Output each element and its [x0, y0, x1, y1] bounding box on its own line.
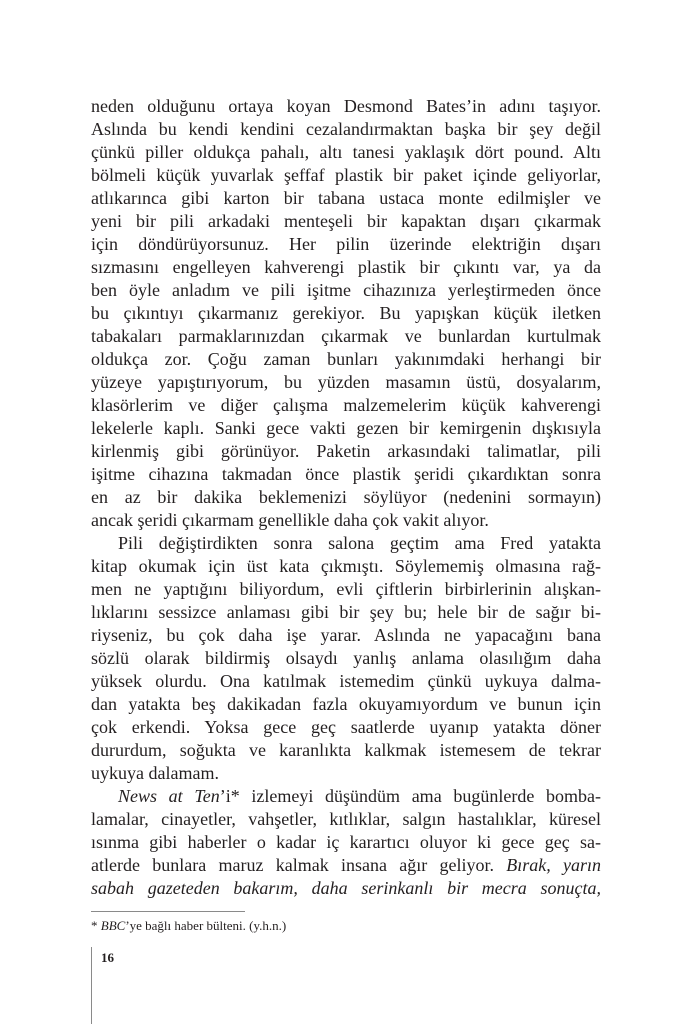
text-line [91, 624, 601, 647]
text-segment: yeni bir pili arkadaki menteşeli bir kapaktan dışarı çıkarmak [91, 211, 601, 231]
text-line [91, 647, 601, 670]
text-line [91, 785, 601, 808]
text-line [91, 601, 601, 624]
text-segment: lekelerle kaplı. Sanki gece vakti gezen bir kemirgenin dışkısıyla [91, 418, 601, 438]
text-line [91, 877, 601, 900]
text-segment: ’i* izlemeyi düşündüm ama bugünlerde bomba- [219, 786, 601, 806]
footnote [91, 918, 601, 934]
text-line [91, 302, 601, 325]
text-segment: uykuya dalamam. [91, 763, 219, 783]
text-line [91, 716, 601, 739]
text-line [91, 693, 601, 716]
text-line [91, 854, 601, 877]
text-segment: bölmeli küçük yuvarlak şeffaf plastik bir paket içinde geliyorlar, [91, 165, 601, 185]
text-line [91, 808, 601, 831]
margin-rule [91, 947, 92, 1024]
text-segment: Aslında bu kendi kendini cezalandırmaktan başka bir şey değil [91, 119, 601, 139]
text-line [91, 233, 601, 256]
italic-text-segment: Bırak, yarın [506, 855, 601, 875]
italic-text-segment: BBC [100, 918, 126, 933]
text-segment: kitap okumak için üst kata çıkmıştı. Söylememiş olmasına rağ- [91, 556, 601, 576]
text-line [91, 279, 601, 302]
text-segment: yüzeye yapıştırıyorum, bu yüzden masamın üstü, dosyalarım, [91, 372, 601, 392]
body-text [91, 95, 601, 900]
text-segment: atlıkarınca gibi karton bir tabana ustaca monte edilmişler ve [91, 188, 601, 208]
text-segment: ben öyle anladım ve pili işitme cihazınıza yerleştirmeden önce [91, 280, 601, 300]
text-line [91, 256, 601, 279]
italic-text-segment: News at Ten [118, 786, 220, 806]
text-segment: çünkü piller oldukça pahalı, altı tanesi yaklaşık dört pound. Altı [91, 142, 601, 162]
text-segment: kirlenmiş gibi görünüyor. Paketin arkasındaki talimatlar, pili [91, 441, 601, 461]
text-line [91, 440, 601, 463]
text-segment: ancak şeridi çıkarmam genellikle daha çok vakit alıyor. [91, 510, 489, 530]
text-segment: lamalar, cinayetler, vahşetler, kıtlıklar, salgın hastalıklar, küresel [91, 809, 601, 829]
text-line [91, 555, 601, 578]
text-segment: en az bir dakika beklemenizi söylüyor (nedenini sormayın) [91, 487, 601, 507]
text-line [91, 141, 601, 164]
text-segment: dan yatakta beş dakikadan fazla okuyamıyordum ve bunun için [91, 694, 601, 714]
paragraph [91, 532, 601, 785]
text-segment: lıklarını sessizce anlaması gibi bir şey bu; hele bir de sağır bi- [91, 602, 601, 622]
text-line [91, 325, 601, 348]
footnote-text [101, 918, 286, 933]
text-segment: klasörlerim ve diğer çalışma malzemelerim küçük kahverengi [91, 395, 601, 415]
text-line [91, 371, 601, 394]
text-line [91, 164, 601, 187]
text-segment: çok erkendi. Yoksa gece geç saatlerde uyanıp yatakta döner [91, 717, 601, 737]
text-segment: Pili değiştirdikten sonra salona geçtim ama Fred yatakta [118, 533, 601, 553]
paragraph [91, 95, 601, 532]
text-segment: sözlü olarak bildirmiş olsaydı yanlış anlama olasılığım daha [91, 648, 601, 668]
text-line [91, 831, 601, 854]
text-line [91, 463, 601, 486]
footnote-rule [91, 911, 245, 912]
text-line [91, 95, 601, 118]
text-segment: ’ye bağlı haber bülteni. (y.h.n.) [125, 918, 287, 933]
text-line [91, 762, 601, 785]
page-number: 16 [101, 950, 114, 965]
text-line [91, 348, 601, 371]
text-line [91, 394, 601, 417]
text-line [91, 210, 601, 233]
text-segment: men ne yaptığını biliyordum, evli çiftlerin birbirlerinin alışkan- [91, 579, 601, 599]
text-segment: ısınma gibi haberler o kadar iç karartıcı oluyor ki gece geç sa- [91, 832, 601, 852]
text-segment: sızmasını engelleyen kahverengi plastik bir çıkıntı var, ya da [91, 257, 601, 277]
text-segment: yüksek olurdu. Ona katılmak istemedim çünkü uykuya dalma- [91, 671, 601, 691]
text-line [91, 187, 601, 210]
text-segment: tabakaları parmaklarınızdan çıkarmak ve bunlardan kurtulmak [91, 326, 601, 346]
text-line [91, 118, 601, 141]
text-segment: işitme cihazına takmadan önce plastik şeridi çıkardıktan sonra [91, 464, 601, 484]
text-line [91, 532, 601, 555]
text-segment: oldukça zor. Çoğu zaman bunları yakınımdaki herhangi bir [91, 349, 601, 369]
text-line [91, 486, 601, 509]
text-line [91, 578, 601, 601]
text-segment: neden olduğunu ortaya koyan Desmond Bates’in adını taşıyor. [91, 96, 601, 116]
text-segment: riyseniz, bu çok daha işe yarar. Aslında ne yapacağını bana [91, 625, 601, 645]
text-line [91, 509, 601, 532]
text-segment: bu çıkıntıyı çıkarmanız gerekiyor. Bu yapışkan küçük iletken [91, 303, 601, 323]
text-segment: için döndürüyorsunuz. Her pilin üzerinde elektriğin dışarı [91, 234, 601, 254]
text-line [91, 739, 601, 762]
text-segment: dururdum, soğukta ve karanlıkta kalkmak istemesem de tekrar [91, 740, 601, 760]
text-line [91, 670, 601, 693]
italic-text-segment: sabah gazeteden bakarım, daha serinkanlı bir mecra sonuçta, [91, 878, 601, 898]
paragraph [91, 785, 601, 900]
text-segment: atlerde bunlara maruz kalmak insana ağır geliyor. [91, 855, 507, 875]
text-line [91, 417, 601, 440]
footnote-marker: * [91, 918, 98, 933]
